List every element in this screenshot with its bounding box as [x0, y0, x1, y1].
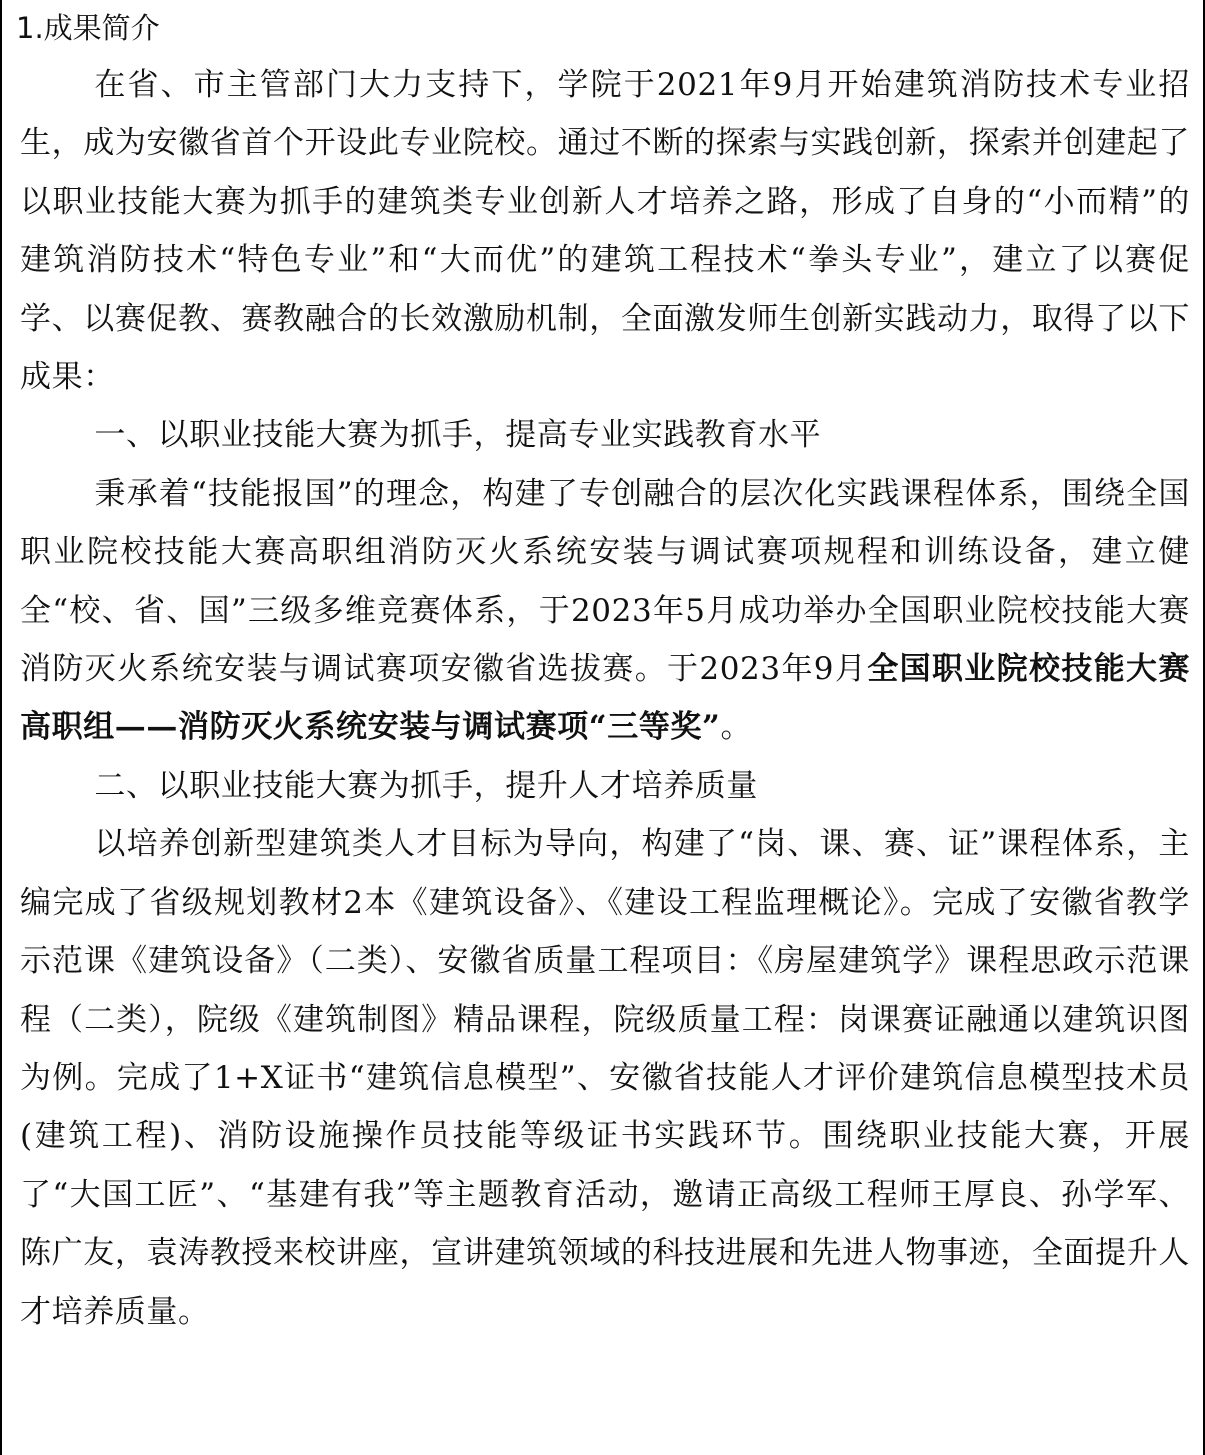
paragraph-heading-two: 二、以职业技能大赛为抓手，提升人才培养质量	[94, 767, 758, 804]
document-body	[20, 56, 1190, 1341]
practice-text: 秉承着“技能报国”的理念，构建了专创融合的层次化实践课程体系，围绕全国职业院校技能大赛高职组消防灭火系统安装与调试赛项规程和训练设备，建立健全“校、省、国”三级多维竞赛体系，于2023年5月成功举办全国职业院校技能大赛消防灭火系统安装与调试赛项安徽省选拔赛。	[20, 475, 1190, 688]
award-text: 全国职业院校技能大赛高职组——消防灭火系统安装与调试赛项“三等奖”	[20, 651, 1191, 746]
paragraph-practice	[20, 465, 1190, 757]
section-title: 1.成果简介	[16, 11, 160, 45]
paragraph-talent: 以培养创新型建筑类人才目标为导向，构建了“岗、课、赛、证”课程体系，主编完成了省级规划教材2本《建筑设备》、《建设工程监理概论》。完成了安徽省教学示范课《建筑设备》（二类）、安徽省质量工程项目：《房屋建筑学》课程思政示范课程（二类），院级《建筑制图》精品课程，院级质量工程：岗课赛证融通以建筑识图为例。完成了1+X证书“建筑信息模型”、安徽省技能人才评价建筑信息模型技术员(建筑工程)、消防设施操作员技能等级证书实践环节。围绕职业技能大赛，开展了“大国工匠”、“基建有我”等主题教育活动，邀请正高级工程师王厚良、孙学军、陈广友，袁涛教授来校讲座，宣讲建筑领域的科技进展和先进人物事迹，全面提升人才培养质量。	[20, 826, 1190, 1330]
paragraph-intro: 在省、市主管部门大力支持下，学院于2021年9月开始建筑消防技术专业招生，成为安徽省首个开设此专业院校。通过不断的探索与实践创新，探索并创建起了以职业技能大赛为抓手的建筑类专业创新人才培养之路，形成了自身的“小而精”的建筑消防技术“特色专业”和“大而优”的建筑工程技术“拳头专业”，建立了以赛促学、以赛促教、赛教融合的长效激励机制，全面激发师生创新实践动力，取得了以下成果：	[20, 67, 1190, 396]
award-lead: 于2023年9月	[667, 651, 868, 688]
award-tail: 。	[720, 709, 753, 746]
paragraph-heading-one: 一、以职业技能大赛为抓手，提高专业实践教育水平	[94, 417, 822, 454]
